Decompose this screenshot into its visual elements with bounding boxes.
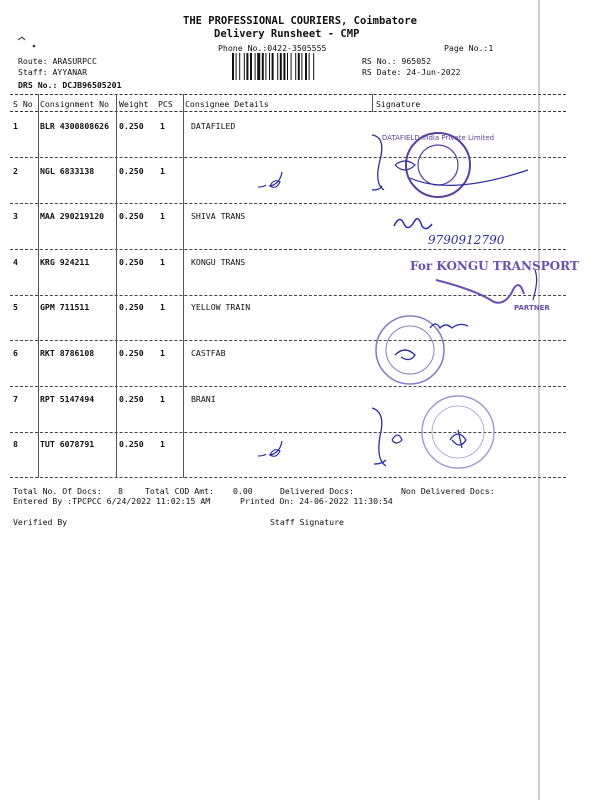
row-sno: 2	[13, 166, 18, 176]
row-weight: 0.250	[119, 394, 144, 404]
row-pcs: 1	[160, 348, 165, 358]
row-consignment: RKT 8786108	[40, 348, 95, 358]
rs-date: RS Date: 24-Jun-2022	[362, 67, 461, 77]
verified-by: Verified By	[13, 517, 68, 527]
row-pcs: 1	[160, 394, 165, 404]
row-weight: 0.250	[119, 257, 144, 267]
partner-stamp: PARTNER	[514, 304, 550, 312]
row-sno: 5	[13, 302, 18, 312]
row-pcs: 1	[160, 211, 165, 221]
phone-number: Phone No.:0422-3505555	[218, 43, 327, 53]
staff-signature-label: Staff Signature	[270, 517, 344, 527]
row-sno: 4	[13, 257, 18, 267]
row-weight: 0.250	[119, 121, 144, 131]
page-number: Page No.:1	[444, 43, 494, 53]
datafield-stamp	[395, 133, 528, 197]
staff: Staff: AYYANAR	[18, 67, 88, 77]
row-consignee: DATAFILED	[191, 121, 236, 131]
row-consignment: RPT 5147494	[40, 394, 95, 404]
total-cod-value: 0.00	[233, 486, 253, 496]
col-header-consignee: Consignee Details	[185, 99, 269, 109]
row-consignment: GPM 711511	[40, 302, 90, 312]
rs-number: RS No.: 965052	[362, 56, 432, 66]
bracket-scribble-8	[372, 408, 386, 466]
row-weight: 0.250	[119, 439, 144, 449]
round-stamp-scribble	[395, 350, 415, 360]
total-cod-label: Total COD Amt:	[145, 486, 215, 496]
row-consignee: CASTFAB	[191, 348, 226, 358]
row-consignee: SHIVA TRANS	[191, 211, 246, 221]
total-docs-label: Total No. Of Docs:	[13, 486, 102, 496]
bracket-scribble-1	[372, 135, 384, 190]
row-sno: 7	[13, 394, 18, 404]
row-sno: 8	[13, 439, 18, 449]
row-consignment: NGL 6833138	[40, 166, 95, 176]
row-pcs: 1	[160, 257, 165, 267]
drs-number: DRS No.: DCJB96505201	[18, 80, 122, 90]
col-header-pcs: PCS	[158, 99, 173, 109]
handwritten-phone: 9790912790	[428, 233, 505, 247]
col-header-consignment: Consignment No	[40, 99, 110, 109]
round-stamp-row-6	[376, 316, 444, 384]
row-consignee: YELLOW TRAIN	[191, 302, 251, 312]
total-docs-value: 8	[118, 486, 123, 496]
row-weight: 0.250	[119, 211, 144, 221]
row-weight: 0.250	[119, 348, 144, 358]
delivered-docs-label: Delivered Docs:	[280, 486, 354, 496]
row-pcs: 1	[160, 439, 165, 449]
row-consignment: MAA 290219120	[40, 211, 105, 221]
handwritten-signature-row-3	[394, 219, 432, 229]
signature-row-8	[450, 430, 466, 448]
row-consignment: BLR 4300808626	[40, 121, 110, 131]
sheet-title: Delivery Runsheet - CMP	[214, 28, 360, 40]
kongu-transport-stamp: For KONGU TRANSPORT	[410, 259, 579, 273]
kongu-tick	[533, 270, 537, 300]
row-pcs: 1	[160, 121, 165, 131]
col-header-weight: Weight	[119, 99, 149, 109]
row-pcs: 1	[160, 302, 165, 312]
kongu-signature	[436, 280, 524, 303]
row-weight: 0.250	[119, 166, 144, 176]
row-consignment: KRG 924211	[40, 257, 90, 267]
col-header-sno: S No	[13, 99, 33, 109]
route: Route: ARASURPCC	[18, 56, 97, 66]
company-name: THE PROFESSIONAL COURIERS, Coimbatore	[183, 15, 417, 27]
row-pcs: 1	[160, 166, 165, 176]
squiggle-row-8	[258, 441, 282, 456]
row-sno: 3	[13, 211, 18, 221]
row-sno: 6	[13, 348, 18, 358]
datafield-stamp-text: DATAFIELD India Private Limited	[381, 134, 495, 142]
squiggle-row-2	[258, 172, 282, 187]
entered-by: Entered By :TPCPCC 6/24/2022 11:02:15 AM	[13, 496, 211, 506]
row-weight: 0.250	[119, 302, 144, 312]
col-header-signature: Signature	[376, 99, 421, 109]
small-circle-scribble	[392, 435, 402, 443]
row-sno: 1	[13, 121, 18, 131]
printed-on: Printed On: 24-06-2022 11:30:54	[240, 496, 393, 506]
row-consignee: KONGU TRANS	[191, 257, 246, 267]
row-consignee: BRANI	[191, 394, 216, 404]
non-delivered-docs-label: Non Delivered Docs:	[401, 486, 495, 496]
row-consignment: TUT 6078791	[40, 439, 95, 449]
